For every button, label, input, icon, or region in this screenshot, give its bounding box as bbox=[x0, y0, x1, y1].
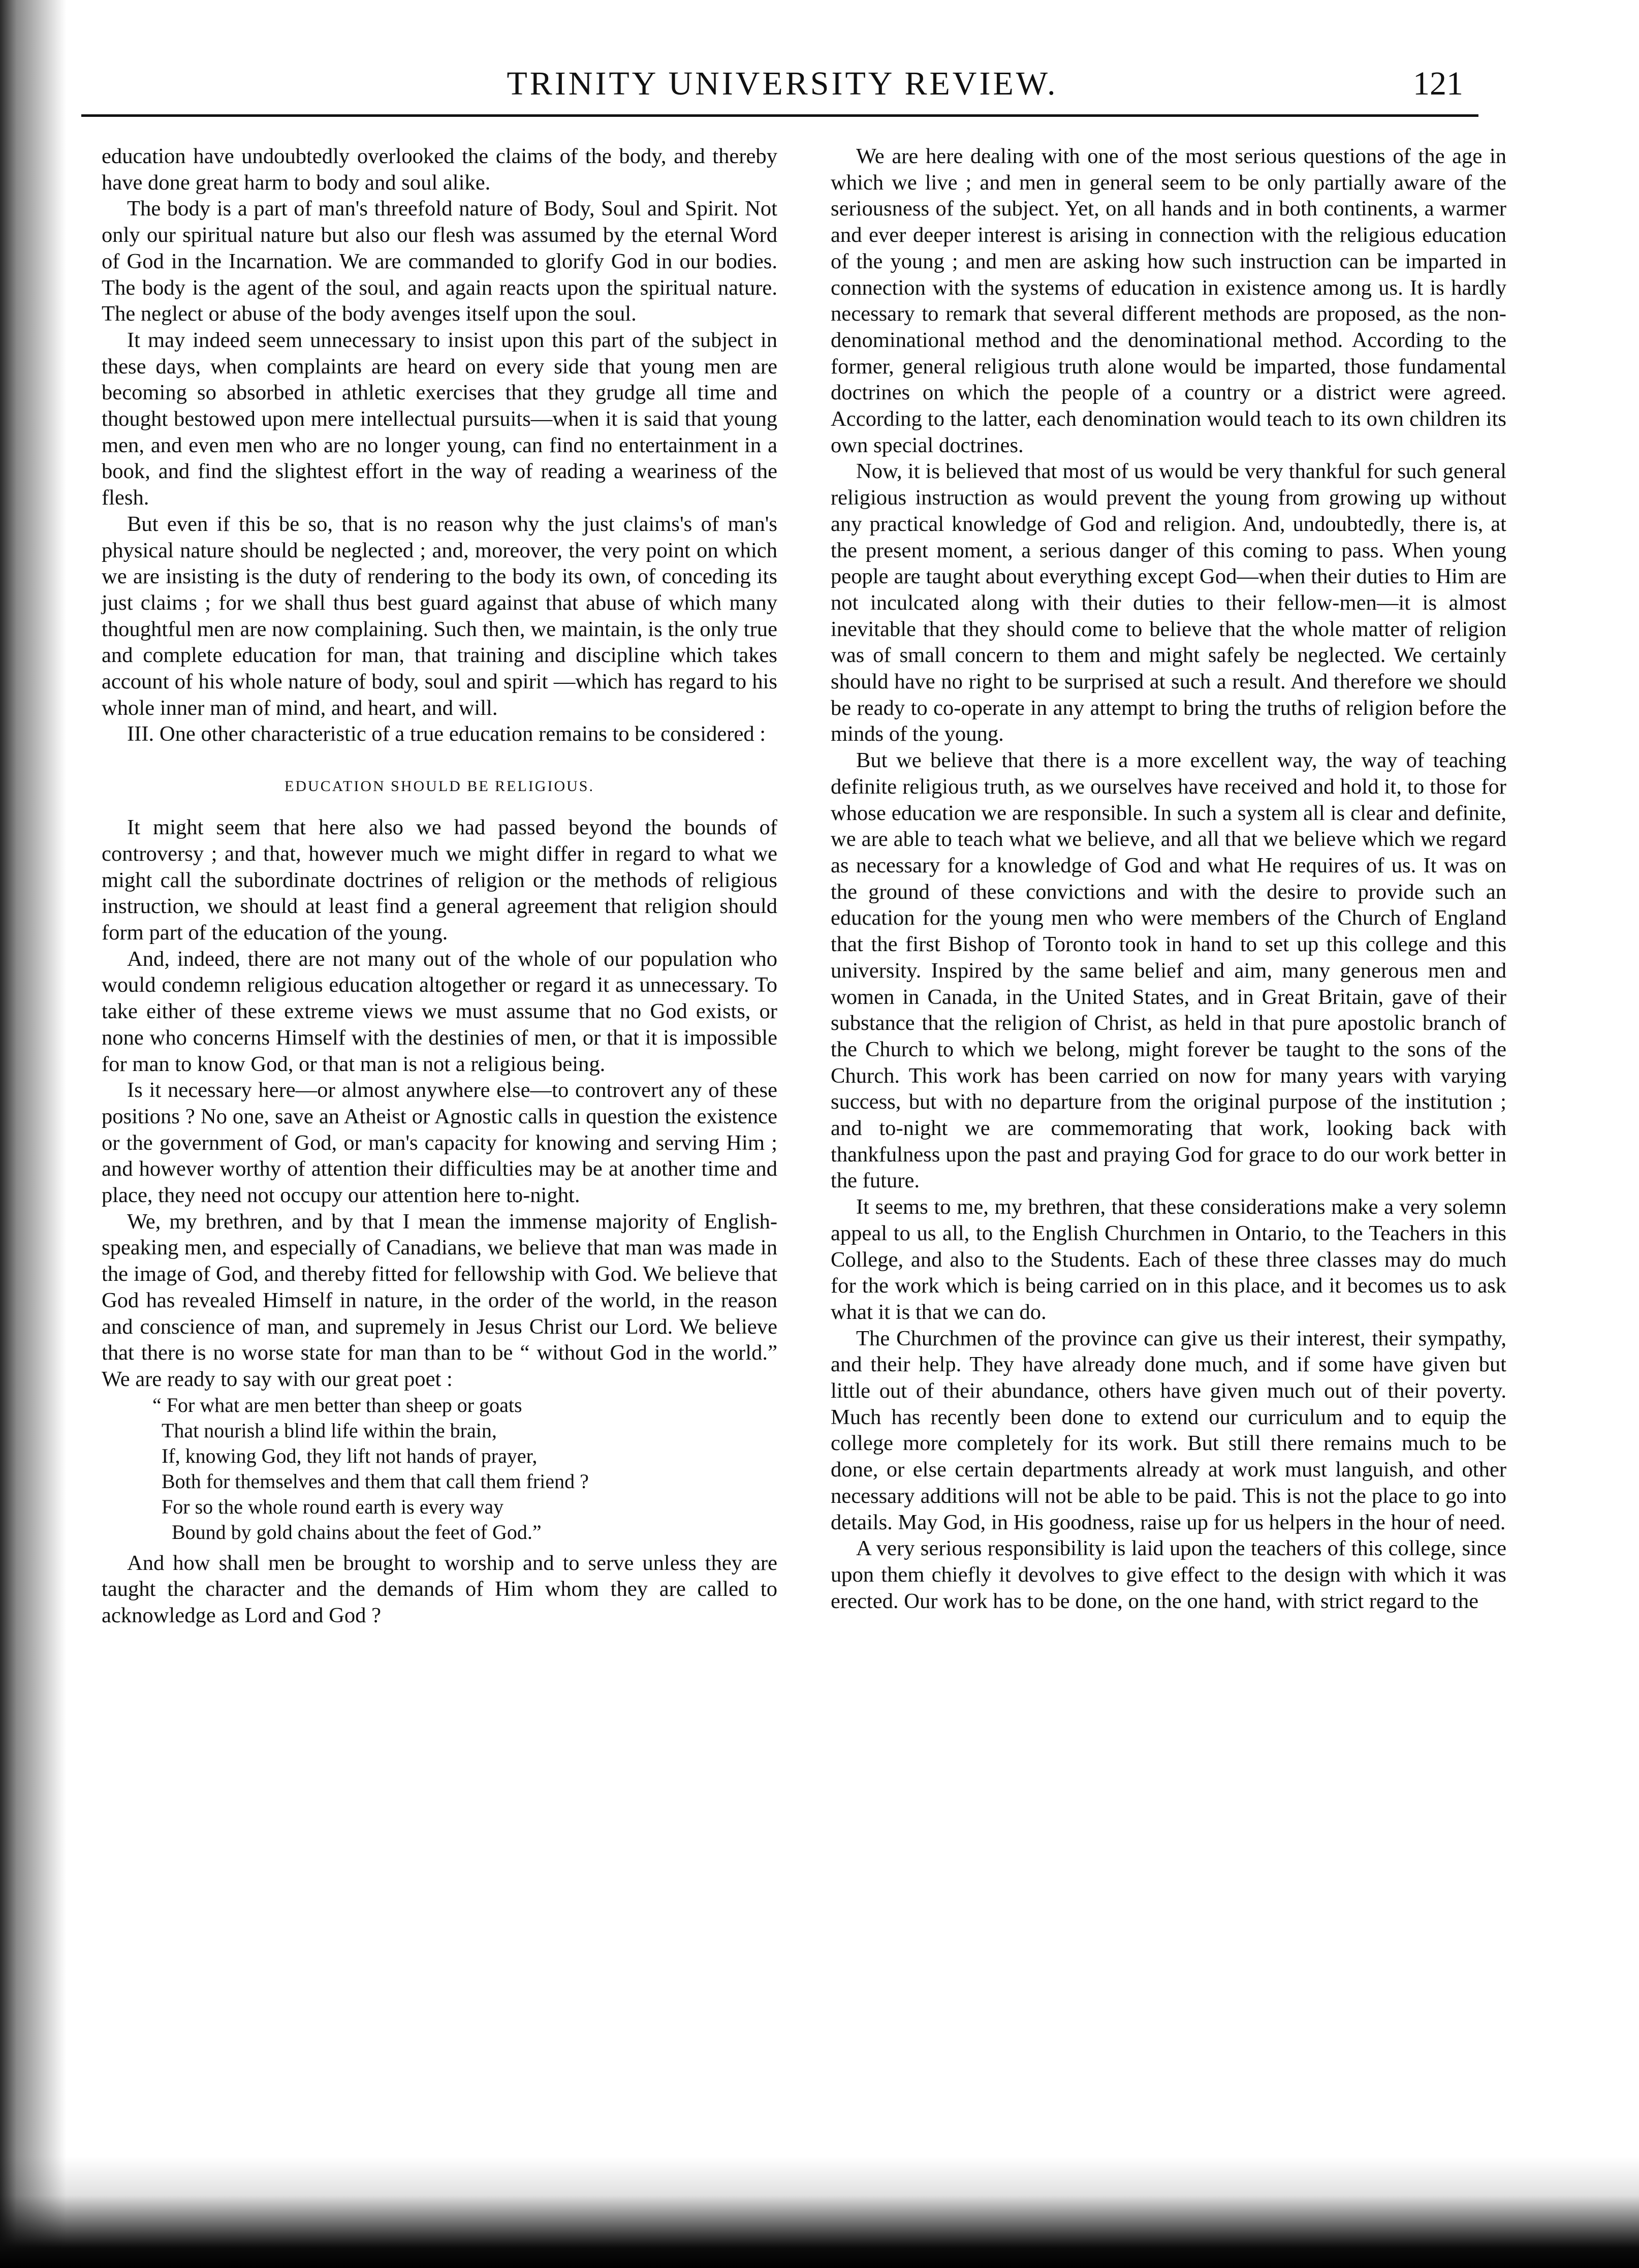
paragraph: It seems to me, my brethren, that these considerations make a very solemn appeal to us all, to the English Churchmen in Ontario, to the Teachers in this College, and also to the Students. Each of these three classes may do much for the work which is being carried on in this place, and it becomes us to ask what it is that we can do. bbox=[831, 1195, 1506, 1324]
poem-line: If, knowing God, they lift not hands of prayer, bbox=[162, 1444, 538, 1467]
poem-line: Both for themselves and them that call them friend ? bbox=[162, 1469, 589, 1493]
section-heading: EDUCATION SHOULD BE RELIGIOUS. bbox=[285, 778, 594, 795]
paragraph: education have undoubtedly overlooked the claims of the body, and thereby have done great harm to body and soul alike. bbox=[102, 144, 777, 195]
paragraph: And how shall men be brought to worship and to serve unless they are taught the character and the demands of Him whom they are called to acknowledge as Lord and God ? bbox=[102, 1551, 777, 1628]
paragraph: A very serious responsibility is laid upon the teachers of this college, since upon them chiefly it devolves to give effect to the design with which it was erected. Our work has to be done, on the one hand, with strict regard to the bbox=[831, 1536, 1506, 1613]
paragraph: But we believe that there is a more excellent way, the way of teaching definite religious truth, as we ourselves have received and hold it, to those for whose education we are responsible. In such a system all is clear and definite, we are able to teach what we believe, and all that we believe which we regard as necessary for a knowledge of God and what He requires of us. It was on the ground of these convictions and with the desire to provide such an education for the young men who were members of the Church of England that the first Bishop of Toronto took in hand to set up this college and this university. Inspired by the same belief and aim, many generous men and women in Canada, in the United States, and in Great Britain, gave of their substance that the religion of Christ, as held in that pure apostolic branch of the Church to which we belong, might forever be taught to the sons of the Church. This work has been carried on now for many years with varying success, but with no departure from the original purpose of the institution ; and to-night we are commemorating that work, looking back with thankfulness upon the past and praying God for grace to do our work better in the future. bbox=[831, 748, 1506, 1193]
poem-line: Bound by gold chains about the feet of God.” bbox=[172, 1520, 542, 1544]
binding-shadow bbox=[0, 2156, 1639, 2268]
page-header bbox=[86, 61, 1478, 107]
poem-quotation bbox=[102, 1393, 777, 1545]
poem-line: “ For what are men better than sheep or goats bbox=[152, 1393, 522, 1416]
right-column bbox=[831, 143, 1506, 1614]
paragraph: And, indeed, there are not many out of the whole of our population who would condemn religious education altogether or regard it as unnecessary. To take either of these extreme views we must assume that no God exists, or none who concerns Himself with the destinies of men, or that it is impossible for man to know God, or that man is not a religious being. bbox=[102, 947, 777, 1076]
paragraph: It might seem that here also we had passed beyond the bounds of controversy ; and that, however much we might differ in regard to what we might call the subordinate doctrines of religion or the methods of religious instruction, we should at least find a general agreement that religion should form part of the education of the young. bbox=[102, 815, 777, 944]
running-head: TRINITY UNIVERSITY REVIEW. bbox=[507, 65, 1058, 102]
paragraph: But even if this be so, that is no reason why the just claims's of man's physical nature should be neglected ; and, moreover, the very point on which we are insisting is the duty of rendering to the body its own, of conceding its just claims ; for we shall thus best guard against that abuse of which many thoughtful men are now complaining. Such then, we maintain, is the only true and complete education for man, that training and discipline which takes account of his whole nature of body, soul and spirit —which has regard to his whole inner man of mind, and heart, and will. bbox=[102, 512, 777, 720]
paragraph: We are here dealing with one of the most serious questions of the age in which we live ; and men in general seem to be only partially aware of the seriousness of the subject. Yet, on all hands and in both continents, a warmer and ever deeper interest is arising in connection with the religious education of the young ; and men are asking how such instruction can be imparted in connection with the systems of education in existence among us. It is hardly necessary to remark that several different methods are proposed, as the non-denominational method and the denominational method. According to the former, general religious truth alone would be imparted, those fundamental doctrines on which the people of a country or a district were agreed. According to the latter, each denomination would teach to its own children its own special doctrines. bbox=[831, 144, 1506, 457]
header-rule bbox=[81, 114, 1478, 117]
page-number: 121 bbox=[1413, 65, 1463, 102]
paragraph: We, my brethren, and by that I mean the immense majority of English-speaking men, and especially of Canadians, we believe that man was made in the image of God, and thereby fitted for fellowship with God. We believe that God has revealed Himself in nature, in the order of the world, in the reason and conscience of man, and supremely in Jesus Christ our Lord. We believe that there is no worse state for man than to be “ without God in the world.” We are ready to say with our great poet : bbox=[102, 1209, 777, 1391]
paragraph: The Churchmen of the province can give us their interest, their sympathy, and their help. They have already done much, and if some have given but little out of their abundance, others have given much out of their poverty. Much has recently been done to extend our curriculum and to equip the college more completely for its work. But still there remains much to be done, or else certain departments already at work must languish, and other necessary additions will not be able to be paid. This is not the place to go into details. May God, in His goodness, raise up for us helpers in the hour of need. bbox=[831, 1326, 1506, 1534]
paragraph: III. One other characteristic of a true education remains to be considered : bbox=[127, 722, 766, 746]
page-edge-shadow bbox=[0, 0, 66, 2268]
paragraph: It may indeed seem unnecessary to insist upon this part of the subject in these days, when complaints are heard on every side that young men are becoming so absorbed in athletic exercises that they grudge all time and thought bestowed upon mere intellectual pursuits—when it is said that young men, and even men who are no longer young, can find no entertainment in a book, and find the slightest effort in the way of reading a weariness of the flesh. bbox=[102, 328, 777, 510]
paragraph: Is it necessary here—or almost anywhere else—to controvert any of these positions ? No one, save an Atheist or Agnostic calls in question the existence or the government of God, or man's capacity for knowing and serving Him ; and however worthy of attention their difficulties may be at another time and place, they need not occupy our attention here to-night. bbox=[102, 1078, 777, 1208]
poem-line: That nourish a blind life within the brain, bbox=[162, 1419, 497, 1442]
poem-line: For so the whole round earth is every way bbox=[162, 1495, 504, 1518]
left-column bbox=[102, 143, 777, 1629]
paragraph: The body is a part of man's threefold nature of Body, Soul and Spirit. Not only our spiritual nature but also our flesh was assumed by the eternal Word of God in the Incarnation. We are commanded to glorify God in our bodies. The body is the agent of the soul, and again reacts upon the spiritual nature. The neglect or abuse of the body avenges itself upon the soul. bbox=[102, 197, 777, 326]
paragraph: Now, it is believed that most of us would be very thankful for such general religious instruction as would prevent the young from growing up without any practical knowledge of God and religion. And, undoubtedly, there is, at the present moment, a serious danger of this coming to pass. When young people are taught about everything except God—when their duties to Him are not inculcated along with their duties to their fellow-men—it is almost inevitable that they should come to believe that the whole matter of religion was of small concern to them and might safely be neglected. We certainly should have no right to be surprised at such a result. And therefore we should be ready to co-operate in any attempt to bring the truths of religion before the minds of the young. bbox=[831, 459, 1506, 746]
